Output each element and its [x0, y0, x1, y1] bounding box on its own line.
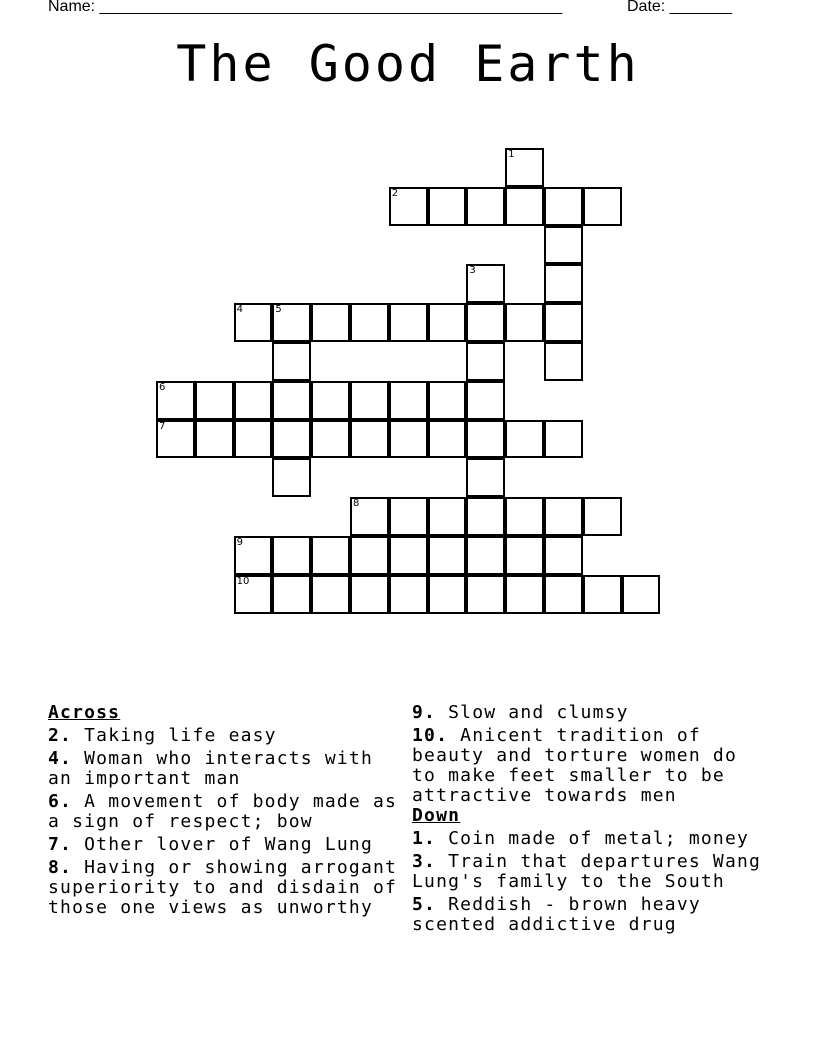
grid-cell-3[interactable] — [466, 264, 505, 303]
grid-cell[interactable] — [544, 226, 583, 265]
grid-cell[interactable] — [311, 420, 350, 459]
grid-cell[interactable] — [272, 342, 311, 381]
grid-cell[interactable] — [505, 536, 544, 575]
clue-text: Taking life easy — [84, 725, 277, 746]
grid-cell[interactable] — [466, 381, 505, 420]
grid-cell[interactable] — [350, 575, 389, 614]
grid-cell[interactable] — [466, 536, 505, 575]
clue-across-4 — [48, 749, 408, 789]
grid-cell[interactable] — [544, 342, 583, 381]
clue-number: 4. — [48, 748, 73, 769]
grid-cell[interactable] — [428, 381, 467, 420]
grid-cell[interactable] — [428, 303, 467, 342]
grid-cell[interactable] — [389, 575, 428, 614]
grid-cell[interactable] — [622, 575, 661, 614]
grid-cell[interactable] — [350, 536, 389, 575]
grid-cell[interactable] — [466, 342, 505, 381]
grid-cell[interactable] — [466, 187, 505, 226]
clue-number-label: 6 — [159, 381, 166, 393]
clue-number: 10. — [412, 725, 449, 746]
clue-down-5 — [412, 895, 772, 935]
grid-cell[interactable] — [311, 536, 350, 575]
grid-cell-5[interactable] — [272, 303, 311, 342]
clue-across-8 — [48, 858, 408, 918]
grid-cell[interactable] — [583, 497, 622, 536]
grid-cell[interactable] — [544, 575, 583, 614]
clue-text: Having or showing arrogant superiority to and disdain of those one views as unworthy — [48, 857, 398, 918]
grid-cell[interactable] — [544, 264, 583, 303]
grid-cell[interactable] — [428, 575, 467, 614]
grid-cell[interactable] — [505, 575, 544, 614]
clues-column-left — [48, 703, 408, 918]
grid-cell-6[interactable] — [156, 381, 195, 420]
clue-number: 6. — [48, 791, 73, 812]
grid-cell[interactable] — [389, 420, 428, 459]
grid-cell[interactable] — [272, 420, 311, 459]
grid-cell[interactable] — [505, 420, 544, 459]
grid-cell[interactable] — [544, 187, 583, 226]
grid-cell[interactable] — [389, 497, 428, 536]
clue-text: Reddish - brown heavy scented addictive drug — [412, 894, 701, 935]
grid-cell-4[interactable] — [234, 303, 273, 342]
clue-text: Slow and clumsy — [448, 702, 629, 723]
grid-cell[interactable] — [583, 575, 622, 614]
clue-across-2 — [48, 726, 408, 746]
clue-text: Coin made of metal; money — [448, 828, 750, 849]
clue-number: 9. — [412, 702, 437, 723]
grid-cell-8[interactable] — [350, 497, 389, 536]
grid-cell[interactable] — [505, 497, 544, 536]
grid-cell-9[interactable] — [234, 536, 273, 575]
grid-cell[interactable] — [272, 458, 311, 497]
grid-cell[interactable] — [583, 187, 622, 226]
grid-cell[interactable] — [544, 536, 583, 575]
grid-cell[interactable] — [428, 536, 467, 575]
grid-cell[interactable] — [505, 303, 544, 342]
clue-number-label: 2 — [391, 187, 399, 199]
grid-cell-1[interactable] — [505, 148, 544, 187]
grid-cell[interactable] — [350, 420, 389, 459]
clue-number-label: 5 — [275, 304, 282, 316]
grid-cell-10[interactable] — [234, 575, 273, 614]
clue-number-label: 3 — [469, 265, 476, 277]
clue-number-label: 1 — [508, 149, 515, 160]
grid-cell[interactable] — [466, 458, 505, 497]
grid-cell[interactable] — [195, 420, 234, 459]
grid-cell[interactable] — [544, 303, 583, 342]
grid-cell[interactable] — [505, 187, 544, 226]
clue-number: 8. — [48, 857, 73, 878]
clue-down-3 — [412, 852, 772, 892]
clue-text: Other lover of Wang Lung — [84, 834, 374, 855]
clue-number: 1. — [412, 828, 437, 849]
grid-cell[interactable] — [272, 536, 311, 575]
clue-across-7 — [48, 835, 408, 855]
grid-cell[interactable] — [544, 497, 583, 536]
clue-text: Anicent tradition of beauty and torture women do to make feet smaller to be attractive towards men — [412, 725, 737, 806]
clue-across-10 — [412, 726, 772, 806]
grid-cell[interactable] — [389, 381, 428, 420]
grid-cell-2[interactable] — [389, 187, 428, 226]
clue-text: A movement of body made as a sign of respect; bow — [48, 791, 398, 832]
grid-cell[interactable] — [466, 575, 505, 614]
clue-number: 7. — [48, 834, 73, 855]
clue-text: Woman who interacts with an important man — [48, 748, 374, 789]
clue-number: 5. — [412, 894, 437, 915]
grid-cell-7[interactable] — [156, 420, 195, 459]
clue-number-label: 7 — [159, 420, 166, 432]
down-heading: Down — [412, 805, 461, 826]
grid-cell[interactable] — [544, 420, 583, 459]
clues-column-right — [412, 703, 772, 935]
grid-cell[interactable] — [466, 303, 505, 342]
grid-cell[interactable] — [195, 381, 234, 420]
clue-down-1 — [412, 829, 772, 849]
across-heading: Across — [48, 702, 121, 723]
grid-cell[interactable] — [272, 575, 311, 614]
grid-cell[interactable] — [311, 575, 350, 614]
grid-cell[interactable] — [311, 381, 350, 420]
clue-across-9 — [412, 703, 772, 723]
grid-cell[interactable] — [311, 303, 350, 342]
grid-cell[interactable] — [350, 303, 389, 342]
clue-number-label: 10 — [236, 575, 250, 587]
grid-cell[interactable] — [272, 381, 311, 420]
name-field-label[interactable]: Name: ____________________________________________________ — [48, 0, 563, 15]
grid-cell[interactable] — [428, 187, 467, 226]
grid-cell[interactable] — [466, 497, 505, 536]
clue-number: 2. — [48, 725, 73, 746]
clue-number: 3. — [412, 851, 437, 872]
grid-cell[interactable] — [428, 497, 467, 536]
grid-cell[interactable] — [428, 420, 467, 459]
clue-number-label: 9 — [236, 537, 243, 548]
header — [48, 0, 768, 20]
date-field-label[interactable]: Date: _______ — [627, 0, 732, 15]
grid-cell[interactable] — [234, 420, 273, 459]
clue-across-6 — [48, 792, 408, 832]
page-title: The Good Earth — [176, 35, 640, 93]
grid-cell[interactable] — [389, 303, 428, 342]
clue-number-label: 4 — [236, 304, 243, 316]
clue-number-label: 8 — [353, 498, 360, 510]
grid-cell[interactable] — [389, 536, 428, 575]
grid-cell[interactable] — [234, 381, 273, 420]
clue-text: Train that departures Wang Lung's family to the South — [412, 851, 762, 892]
grid-cell[interactable] — [466, 420, 505, 459]
grid-cell[interactable] — [350, 381, 389, 420]
